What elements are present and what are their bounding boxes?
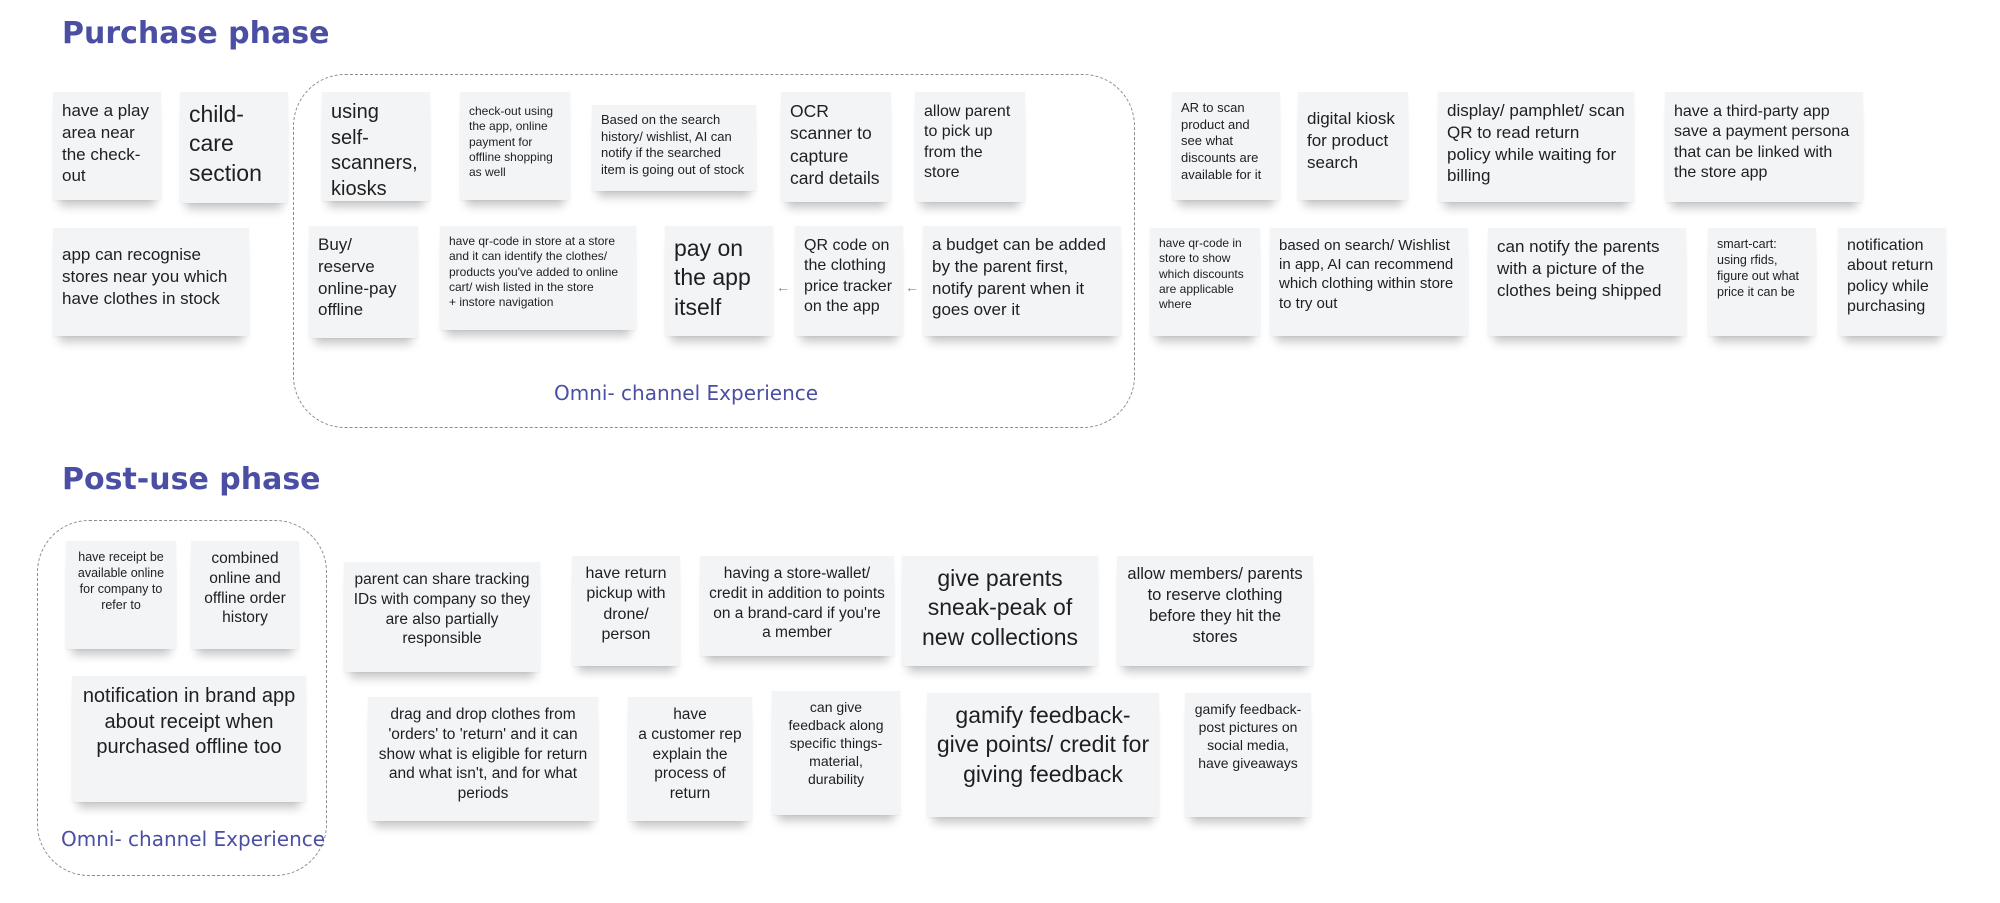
sticky-note[interactable]: notification in brand app about receipt when purchased offline too: [72, 676, 306, 802]
sticky-note[interactable]: have a play area near the check-out: [53, 92, 161, 200]
sticky-note[interactable]: pay on the app itself: [665, 226, 773, 336]
connector-arrow: ←: [776, 279, 790, 295]
sticky-note[interactable]: child-care section: [180, 92, 288, 203]
sticky-note[interactable]: have receipt be available online for company to refer to: [66, 541, 176, 649]
postuse-phase-title: Post-use phase: [62, 462, 321, 497]
sticky-note[interactable]: have qr-code in store at a store and it can identify the clothes/ products you've added to online cart/ wish listed in the store + instore navigation: [440, 226, 636, 330]
sticky-note[interactable]: app can recognise stores near you which have clothes in stock: [53, 228, 249, 336]
sticky-note[interactable]: have a third-party app save a payment persona that can be linked with the store app: [1665, 92, 1863, 202]
sticky-note[interactable]: Buy/ reserve online-pay offline: [309, 226, 418, 338]
connector-arrow: ←: [905, 279, 919, 295]
sticky-note[interactable]: Based on the search history/ wishlist, AI can notify if the searched item is going out of stock: [592, 105, 756, 191]
purchase-phase-title: Purchase phase: [62, 16, 330, 51]
postuse-cluster-label: Omni- channel Experience: [61, 827, 326, 851]
sticky-note[interactable]: have return pickup with drone/ person: [572, 556, 680, 666]
sticky-note[interactable]: gamify feedback- give points/ credit for giving feedback: [927, 693, 1159, 817]
sticky-note[interactable]: have a customer rep explain the process of return: [628, 697, 752, 821]
sticky-note[interactable]: a budget can be added by the parent first, notify parent when it goes over it: [923, 226, 1121, 336]
sticky-note[interactable]: have qr-code in store to show which discounts are applicable where: [1150, 228, 1260, 336]
sticky-note[interactable]: give parents sneak-peak of new collections: [902, 556, 1098, 666]
purchase-cluster-label: Omni- channel Experience: [554, 381, 819, 405]
sticky-note[interactable]: digital kiosk for product search: [1298, 92, 1408, 200]
sticky-note[interactable]: notification about return policy while purchasing: [1838, 228, 1946, 336]
sticky-note[interactable]: gamify feedback- post pictures on social media, have giveaways: [1185, 693, 1311, 817]
sticky-note[interactable]: can give feedback along specific things- material, durability: [772, 691, 900, 815]
sticky-note[interactable]: AR to scan product and see what discounts are available for it: [1172, 92, 1280, 200]
sticky-note[interactable]: check-out using the app, online payment for offline shopping as well: [460, 92, 570, 200]
sticky-note[interactable]: smart-cart: using rfids, figure out what price it can be: [1708, 228, 1816, 336]
sticky-note[interactable]: OCR scanner to capture card details: [781, 92, 891, 202]
sticky-note[interactable]: having a store-wallet/ credit in addition to points on a brand-card if you're a member: [700, 556, 894, 656]
sticky-note[interactable]: allow parent to pick up from the store: [915, 92, 1025, 202]
sticky-note[interactable]: display/ pamphlet/ scan QR to read return policy while waiting for billing: [1438, 92, 1634, 202]
sticky-note[interactable]: drag and drop clothes from 'orders' to 'return' and it can show what is eligible for return and what isn't, and for what periods: [368, 697, 598, 821]
sticky-note[interactable]: allow members/ parents to reserve clothing before they hit the stores: [1117, 556, 1313, 666]
sticky-note[interactable]: using self-scanners, kiosks: [322, 92, 430, 201]
sticky-note[interactable]: combined online and offline order history: [191, 541, 299, 649]
sticky-note[interactable]: can notify the parents with a picture of the clothes being shipped: [1488, 228, 1686, 336]
sticky-note[interactable]: based on search/ Wishlist in app, AI can recommend which clothing within store to try out: [1270, 228, 1468, 336]
sticky-note[interactable]: QR code on the clothing price tracker on the app: [795, 226, 903, 336]
sticky-note[interactable]: parent can share tracking IDs with company so they are also partially responsible: [344, 562, 540, 672]
